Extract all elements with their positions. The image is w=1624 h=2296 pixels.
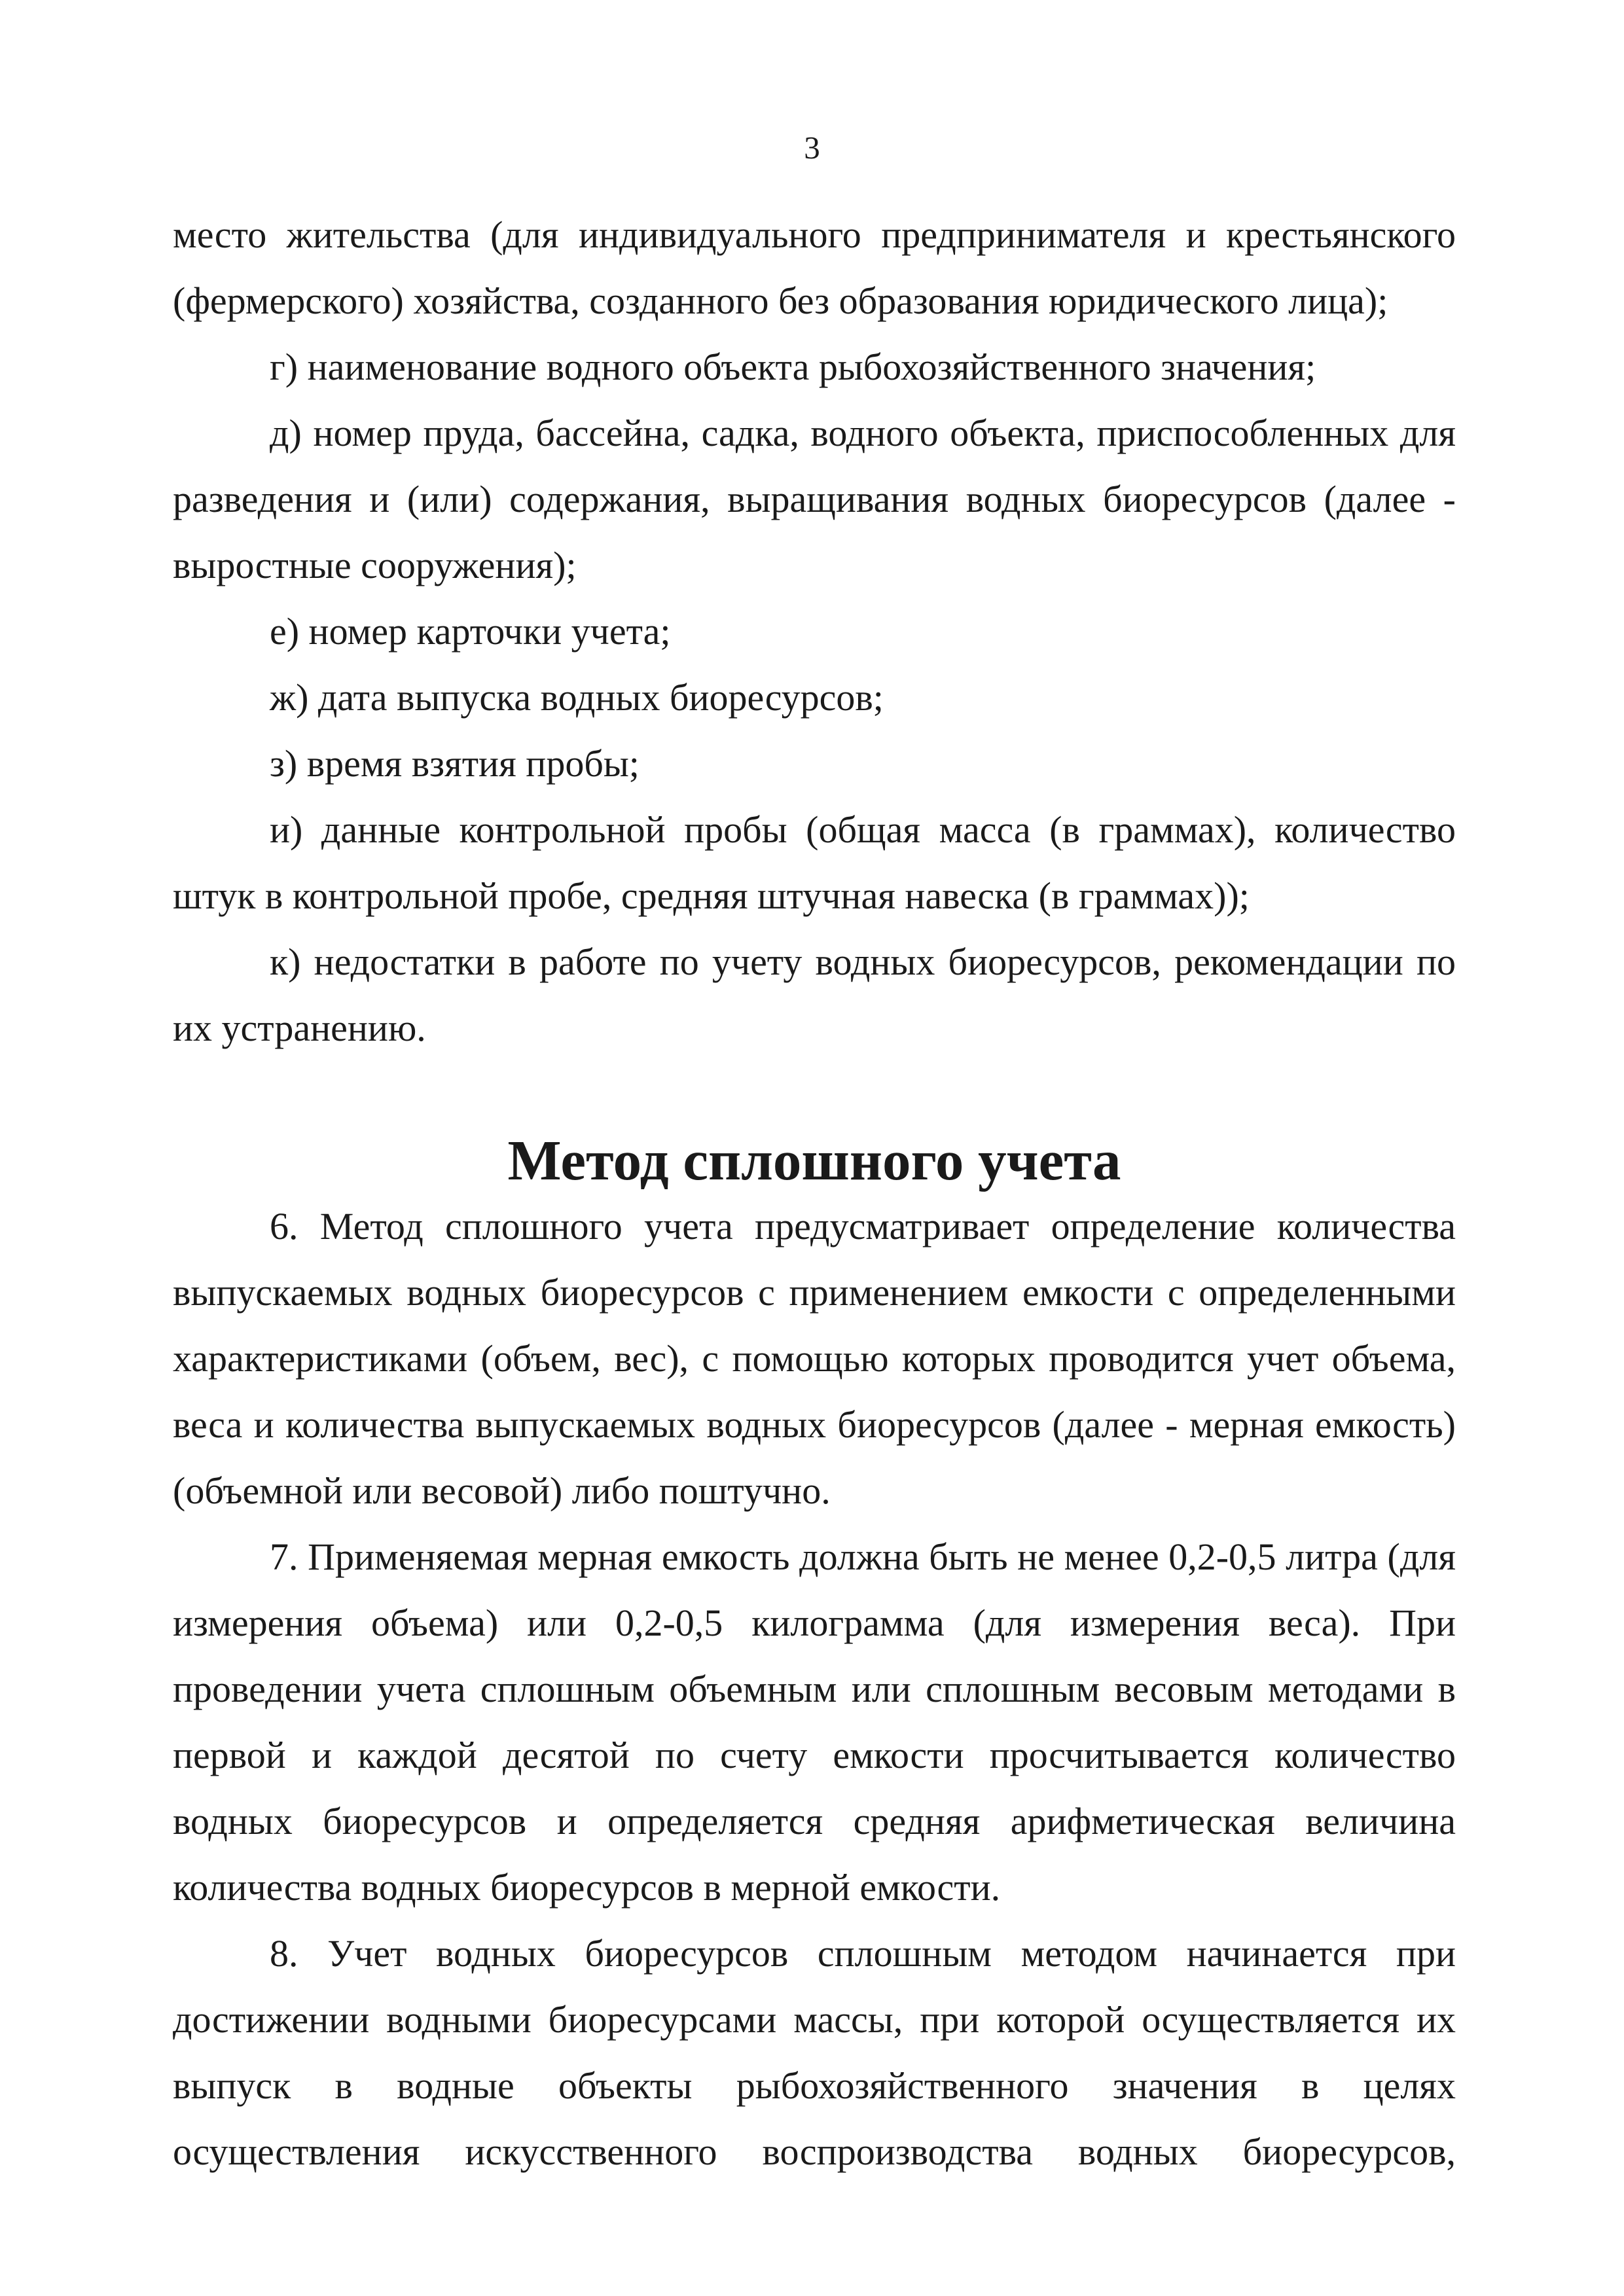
paragraph-e: е) номер карточки учета; bbox=[270, 610, 671, 653]
paragraph-z: з) время взятия пробы; bbox=[270, 742, 640, 785]
paragraph-zh: ж) дата выпуска водных биоресурсов; bbox=[270, 676, 884, 719]
paragraph-k: к) недостатки в работе по учету водных биоресурсов, рекомендации по их устранению. bbox=[173, 941, 1456, 1049]
paragraph-6: 6. Метод сплошного учета предусматривает определение количества выпускаемых водных биоресурсов с применением емкости с определенными характеристиками (объем, вес), с помощью которых проводится учет объема, веса и количества выпускаемых водных биоресурсов (далее - мерная емкость) (объемной или весовой) либо поштучно. bbox=[173, 1205, 1456, 1512]
paragraph-g: г) наименование водного объекта рыбохозяйственного значения; bbox=[270, 346, 1316, 388]
paragraph-i: и) данные контрольной пробы (общая масса (в граммах), количество штук в контрольной пробе, средняя штучная навеска (в граммах)); bbox=[173, 808, 1456, 917]
paragraph-mesto: место жительства (для индивидуального предпринимателя и крестьянского (фермерского) хозяйства, созданного без образования юридического лица); bbox=[173, 213, 1456, 322]
paragraph-d: д) номер пруда, бассейна, садка, водного объекта, приспособленных для разведения и (или) содержания, выращивания водных биоресурсов (далее - выростные сооружения); bbox=[173, 412, 1456, 586]
paragraph-7: 7. Применяемая мерная емкость должна быть не менее 0,2-0,5 литра (для измерения объема) или 0,2-0,5 килограмма (для измерения веса). При проведении учета сплошным объемным или сплошным весовым методами в первой и каждой десятой по счету емкости просчитывается количество водных биоресурсов и определяется средняя арифметическая величина количества водных биоресурсов в мерной емкости. bbox=[173, 1535, 1456, 1909]
paragraph-8: 8. Учет водных биоресурсов сплошным методом начинается при достижении водными биоресурсами массы, при которой осуществляется их выпуск в водные объекты рыбохозяйственного значения в целях осуществления искусственного воспроизводства водных биоресурсов, bbox=[173, 1932, 1456, 2173]
page-number: 3 bbox=[804, 130, 820, 166]
document-body bbox=[173, 202, 1456, 2185]
section-heading: Метод сплошного учета bbox=[507, 1128, 1121, 1192]
